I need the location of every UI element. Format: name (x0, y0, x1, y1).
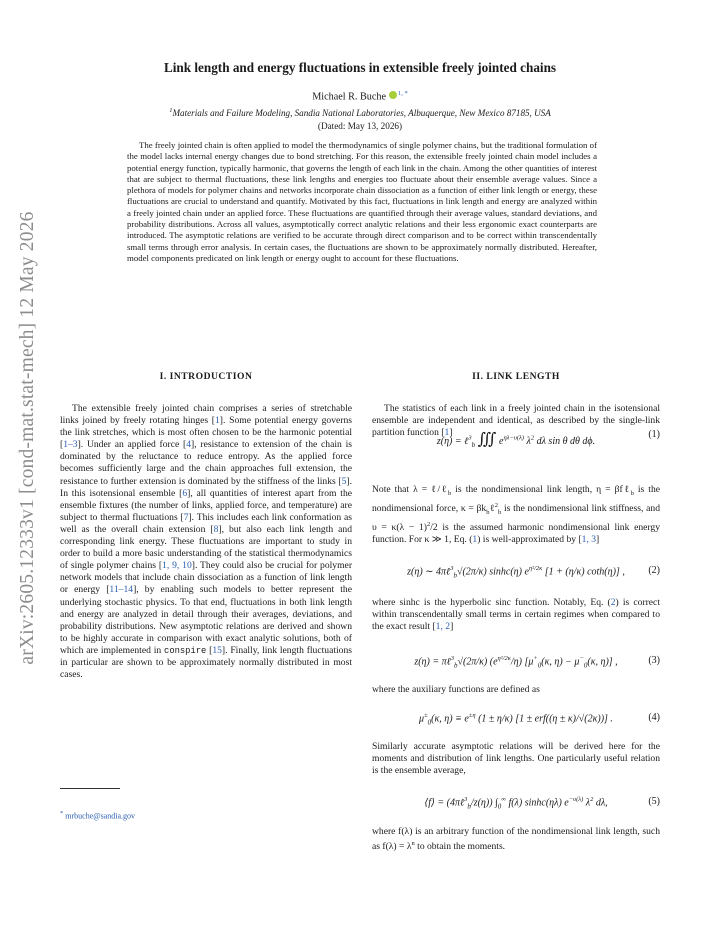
intro-column (60, 403, 352, 681)
link-length-paragraph-5: Similarly accurate asymptotic relations will be derived here for the moments and distribution of link lengths. One particularly useful relation is the ensemble average, (372, 741, 660, 777)
citation-link[interactable]: 7 (183, 511, 189, 523)
link-length-paragraph-3: where sinhc is the hyperbolic sinc function. Notably, Eq. (2) is correct within transcendentally small terms in certain regimes when compared to the exact result [1, 2] (372, 597, 660, 633)
email-link[interactable]: mrbuche@sandia.gov (65, 811, 136, 821)
software-name: conspire (164, 645, 207, 656)
equation-2: z(η) ∼ 4πℓ$^3_b$√(2π/κ) sinhc(η) $e^{\eta^2/2\kappa}$ [1 + (η/κ) coth(η)] , (2) (407, 565, 660, 580)
affiliation: $^1$Materials and Failure Modeling, Sandia National Laboratories, Albuquerque, New Mexico 87185, USA (169, 107, 551, 119)
citation-link[interactable]: 1, 9, 10 (162, 560, 192, 572)
citation-link[interactable]: 4 (186, 439, 192, 451)
section-heading-introduction: I. INTRODUCTION (159, 371, 253, 382)
abstract: The freely jointed chain is often applied to model the thermodynamics of single polymer chains, but the traditional formulation of the model lacks internal energy changes due to bond stretching. For this reason, the extensible freely jointed chain model includes a potential energy function, typically harmonic, that governs the length of each link in the chain. Among the other quantities of interest that are subject to thermal fluctuations, these link lengths and energies too fluctuate about their ensemble average values. Since a plethora of models for polymer chains and networks incorporate chain dissociation as a function of either link length or energy, these fluctuations are crucial to understand and quantify. Motivated by this fact, fluctuations in link length and energy are analyzed within a freely jointed chain under an applied force. These fluctuations are quantified through their average values, standard deviations, and probability distributions. Across all values, asymptotically correct analytic relations and their less ergonomic exact counterparts are introduced. The asymptotic relations are verified to be accurate through direct comparison and to be correct within transcendentally small terms through error analysis. In certain cases, the fluctuations are shown to be approximately normally distributed. Hereafter, model components predicated on link length or energy ought to account for these fluctuations. (127, 140, 597, 263)
arxiv-stamp: arXiv:2605.12333v1 [cond-mat.stat-mech] 12 May 2026 (17, 211, 38, 665)
author-name: Michael R. Buche (312, 91, 387, 103)
equation-1: z(η) = ℓ$^3_b$ ∭ $e^{\eta\lambda-\upsilon(\lambda)}$ $\lambda^2$ dλ sin θ dθ dϕ. (1) (436, 429, 660, 449)
equation-ref[interactable]: 2 (610, 597, 616, 608)
citation-link[interactable]: 15 (212, 644, 222, 656)
intro-paragraph: The extensible freely jointed chain comprises a series of stretchable links joined by freely rotating hinges [1]. Some potential energy governs the link stretches, which is most often chosen to be the harmonic potential [1–3]. Under an applied force [4], resistance to extension of the chain is dominated by the reluctance to reduce entropy. As the applied force becomes sufficiently large and the chain approaches full extension, the resistance to further extension is dominated by the stiffness of the links [5]. In this isotensional ensemble [6], all quantities of interest apart from the ensemble fixtures (the number of links, applied force, and temperature) are subject to thermal fluctuations [7]. This includes each link conformation as well as the overall chain extension [8], but also each link length and corresponding link energy. These fluctuations are important to study in order to build a more basic understanding of the statistical thermodynamics of single polymer chains [1, 9, 10]. They could also be crucial for polymer network models that include chain dissociation as a function of link length or energy [11–14], by enabling such models to better represent the underlying stochastic physics. To that end, fluctuations in both link length and energy are analyzed in detail through their averages, deviations, and probability distributions. New asymptotic relations are derived and shown to be highly accurate in comparison with exact analytic solutions, both of which are implemented in conspire [15]. Finally, link length fluctuations in particular are shown to be approximately normally distributed in most cases. (60, 403, 353, 681)
citation-link[interactable]: 8 (213, 523, 219, 535)
footnote-rule (60, 788, 120, 789)
link-length-paragraph-4: where the auxiliary functions are defined as (372, 684, 540, 695)
footnote: * mrbuche@sandia.gov (60, 810, 136, 821)
citation-link[interactable]: 1 (215, 415, 220, 427)
citation-link[interactable]: 1–3 (63, 439, 78, 451)
link-length-paragraph-1: The statistics of each link in a freely jointed chain in the isotensional ensemble are independent and identical, as described by the single-link partition function [1] (372, 403, 660, 439)
author-marks[interactable]: 1, * (398, 90, 408, 97)
equation-5: ⟨f⟩ = (4πℓ$^3_b$/z(η)) $\int_0^\infty$ f(λ) sinhc(ηλ) $e^{-\upsilon(\lambda)}$ $\lambda^2$ dλ, (5) (424, 796, 660, 811)
link-length-paragraph-2: Note that λ = ℓ/ℓ$_b$ is the nondimensional link length, η = βfℓ$_b$ is the nondimensional force, $\kappa = \beta k_b\ell^2_b$ is the nondimensional link stiffness, and $\upsilon = \kappa(\lambda - 1)^2/2$ is the assumed harmonic nondimensional link energy function. For κ ≫ 1, Eq. (1) is well-approximated by [1, 3] (372, 484, 661, 546)
equation-4: $\mu^\pm_0(\kappa$, $\eta) \equiv e^{\pm\eta}$ (1 ± η/κ) [1 ± erf((η ± κ)/√(2κ))] . (4) (419, 712, 660, 727)
date-line: (Dated: May 13, 2026) (317, 121, 403, 131)
citation-link[interactable]: 6 (182, 487, 188, 499)
paper-title: Link length and energy fluctuations in extensible freely jointed chains (163, 60, 557, 75)
citation-link[interactable]: 1 (444, 427, 450, 439)
equation-3: z(η) = πℓ$^3_b$√(2π/κ) $(e^{\eta^2/2\kappa}/\eta)$ [$\mu^+_0(\kappa$, $\eta) - \mu^-_0(\kappa$, η)] , (3) (414, 655, 660, 670)
link-length-paragraph-6: where f(λ) is an arbitrary function of the nondimensional link length, such as $f(\lambda) = \lambda^n$ to obtain the moments. (372, 826, 660, 853)
citation-link[interactable]: 1, 3 (581, 534, 597, 546)
section-heading-link-length: II. LINK LENGTH (472, 371, 560, 382)
citation-link[interactable]: 5 (341, 475, 347, 487)
orcid-icon[interactable] (389, 91, 397, 99)
citation-link[interactable]: 1, 2 (435, 621, 451, 633)
author-line (60, 90, 660, 102)
equation-ref[interactable]: 1 (472, 534, 478, 546)
citation-link[interactable]: 11–14 (109, 584, 134, 596)
